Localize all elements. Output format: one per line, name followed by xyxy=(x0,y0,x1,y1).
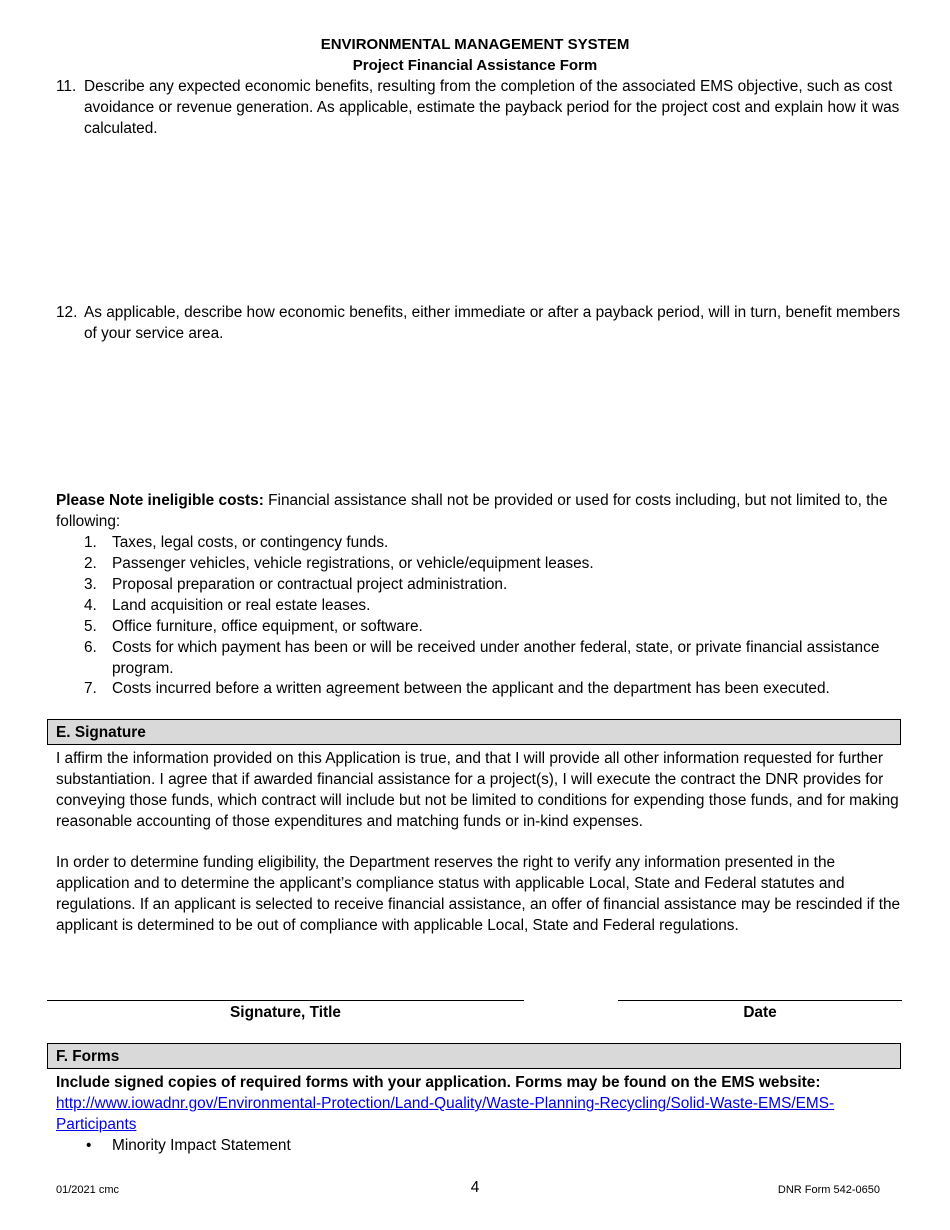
ineligible-item-text: Land acquisition or real estate leases. xyxy=(112,597,371,614)
ineligible-item-number: 3. xyxy=(84,576,97,593)
question-11-text: Describe any expected economic benefits, resulting from the completion of the associated EMS objective, such as cost avoidance or revenue generation. As applicable, estimate the payback period for the project cost and explain how it was calculated. xyxy=(84,78,900,137)
date-label: Date xyxy=(743,1004,777,1021)
ineligible-costs-intro: Financial assistance shall not be provided or used for costs including, but not limited to, the following: xyxy=(56,492,888,530)
forms-instruction: Include signed copies of required forms with your application. Forms may be found on the EMS website: xyxy=(56,1074,821,1091)
signature-line[interactable] xyxy=(47,1000,524,1001)
ineligible-costs-label: Please Note ineligible costs: xyxy=(56,492,264,509)
page-number: 4 xyxy=(470,1179,480,1196)
ineligible-item-number: 2. xyxy=(84,555,97,572)
question-12-text: As applicable, describe how economic benefits, either immediate or after a payback period, will in turn, benefit members of your service area. xyxy=(84,304,901,342)
eligibility-paragraph: In order to determine funding eligibility, the Department reserves the right to verify any information presented in the application and to determine the applicant’s compliance status with applicable Local, State and Federal statutes and regulations. If an applicant is selected to receive financial assistance, an offer of financial assistance may be rescinded if the applicant is determined to be out of compliance with applicable Local, State and Federal regulations. xyxy=(56,854,901,934)
ineligible-item-number: 4. xyxy=(84,597,97,614)
ineligible-costs-note xyxy=(56,490,906,532)
ineligible-item-text: Costs incurred before a written agreement between the applicant and the department has been executed. xyxy=(112,680,830,697)
signature-title-label: Signature, Title xyxy=(230,1004,341,1021)
affirmation-paragraph: I affirm the information provided on this Application is true, and that I will provide all other information requested for further substantiation. I agree that if awarded financial assistance for a project(s), I will execute the contract the DNR provides for conveying those funds, which contract will include but not be limited to conditions for expending those funds, and for making reasonable accounting of those expenditures and matching funds or in-kind expenses. xyxy=(56,750,899,830)
ineligible-item-text: Proposal preparation or contractual project administration. xyxy=(112,576,508,593)
ineligible-item-text: Taxes, legal costs, or contingency funds. xyxy=(112,534,389,551)
document-subtitle: Project Financial Assistance Form xyxy=(352,57,598,74)
date-line[interactable] xyxy=(618,1000,902,1001)
signature-section-heading: E. Signature xyxy=(47,719,901,745)
ems-website-link-line2[interactable]: Participants xyxy=(56,1116,137,1133)
ineligible-item-number: 5. xyxy=(84,618,97,635)
bullet-icon: • xyxy=(86,1137,92,1154)
ineligible-item-number: 7. xyxy=(84,680,97,697)
ineligible-item-number: 1. xyxy=(84,534,97,551)
question-11-answer-area[interactable] xyxy=(84,142,904,292)
question-12-answer-area[interactable] xyxy=(84,348,904,478)
ineligible-item-number: 6. xyxy=(84,639,97,656)
ineligible-item-text: Costs for which payment has been or will be received under another federal, state, or private financial assistance program. xyxy=(112,639,880,677)
forms-section-heading: F. Forms xyxy=(47,1043,901,1069)
ineligible-item-text: Office furniture, office equipment, or software. xyxy=(112,618,423,635)
document-title: ENVIRONMENTAL MANAGEMENT SYSTEM xyxy=(320,36,630,53)
required-form-item: Minority Impact Statement xyxy=(112,1137,291,1154)
ems-website-link[interactable] xyxy=(56,1093,906,1135)
ems-website-link-line1[interactable]: http://www.iowadnr.gov/Environmental-Protection/Land-Quality/Waste-Planning-Recycling/Solid-Waste-EMS/EMS- xyxy=(56,1095,835,1112)
footer-revision: 01/2021 cmc xyxy=(56,1184,119,1196)
ineligible-item-text: Passenger vehicles, vehicle registrations, or vehicle/equipment leases. xyxy=(112,555,594,572)
footer-form-number: DNR Form 542-0650 xyxy=(777,1184,880,1196)
question-11-number: 11. xyxy=(56,78,77,95)
question-12-number: 12. xyxy=(56,304,78,321)
